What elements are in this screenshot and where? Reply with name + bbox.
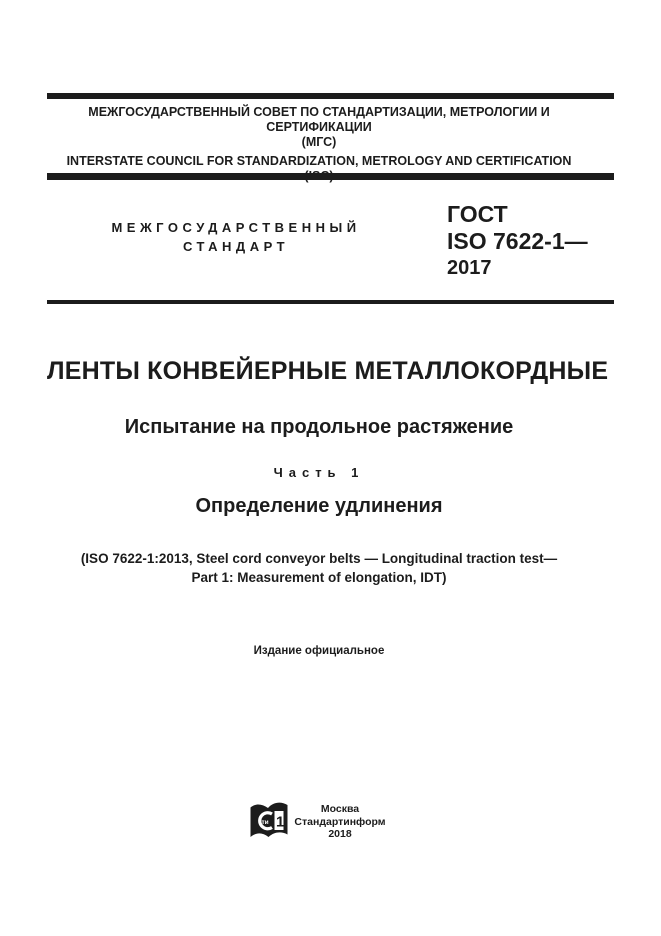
iso-reference <box>47 549 591 587</box>
top-rule <box>47 93 614 99</box>
council-name-ru: МЕЖГОСУДАРСТВЕННЫЙ СОВЕТ ПО СТАНДАРТИЗАЦИИ, МЕТРОЛОГИИ И СЕРТИФИКАЦИИ <box>88 105 550 134</box>
document-title: ЛЕНТЫ КОНВЕЙЕРНЫЕ МЕТАЛЛОКОРДНЫЕ <box>47 357 609 385</box>
part-label: Часть 1 <box>273 465 365 480</box>
document-subtitle: Испытание на продольное растяжение <box>124 416 514 438</box>
designation-prefix: ГОСТ <box>447 201 508 227</box>
part-name: Определение удлинения <box>195 495 443 517</box>
imprint <box>270 803 410 841</box>
standard-type-line2: СТАНДАРТ <box>182 238 290 254</box>
svg-text:1: 1 <box>276 813 285 831</box>
band-bottom-rule <box>47 300 614 304</box>
council-abbr-ru: (МГС) <box>301 135 337 149</box>
standard-designation <box>447 201 588 282</box>
imprint-city: Москва <box>320 803 360 815</box>
iso-reference-line1: (ISO 7622-1:2013, Steel cord conveyor belts — Longitudinal traction test— <box>80 551 558 566</box>
imprint-publisher: Стандартинформ <box>294 815 386 828</box>
standard-type-line1: МЕЖГОСУДАРСТВЕННЫЙ <box>111 220 361 235</box>
middle-rule <box>47 173 614 180</box>
standard-type-label <box>47 219 425 256</box>
council-name-en: INTERSTATE COUNCIL FOR STANDARDIZATION, METROLOGY AND CERTIFICATION <box>66 154 572 168</box>
svg-text:ти: ти <box>261 819 269 826</box>
iso-reference-line2: Part 1: Measurement of elongation, IDT) <box>191 570 447 585</box>
imprint-year: 2018 <box>328 828 352 840</box>
designation-year: 2017 <box>447 257 492 279</box>
edition-note: Издание официальное <box>253 645 385 657</box>
designation-number: ISO 7622-1— <box>447 228 588 254</box>
